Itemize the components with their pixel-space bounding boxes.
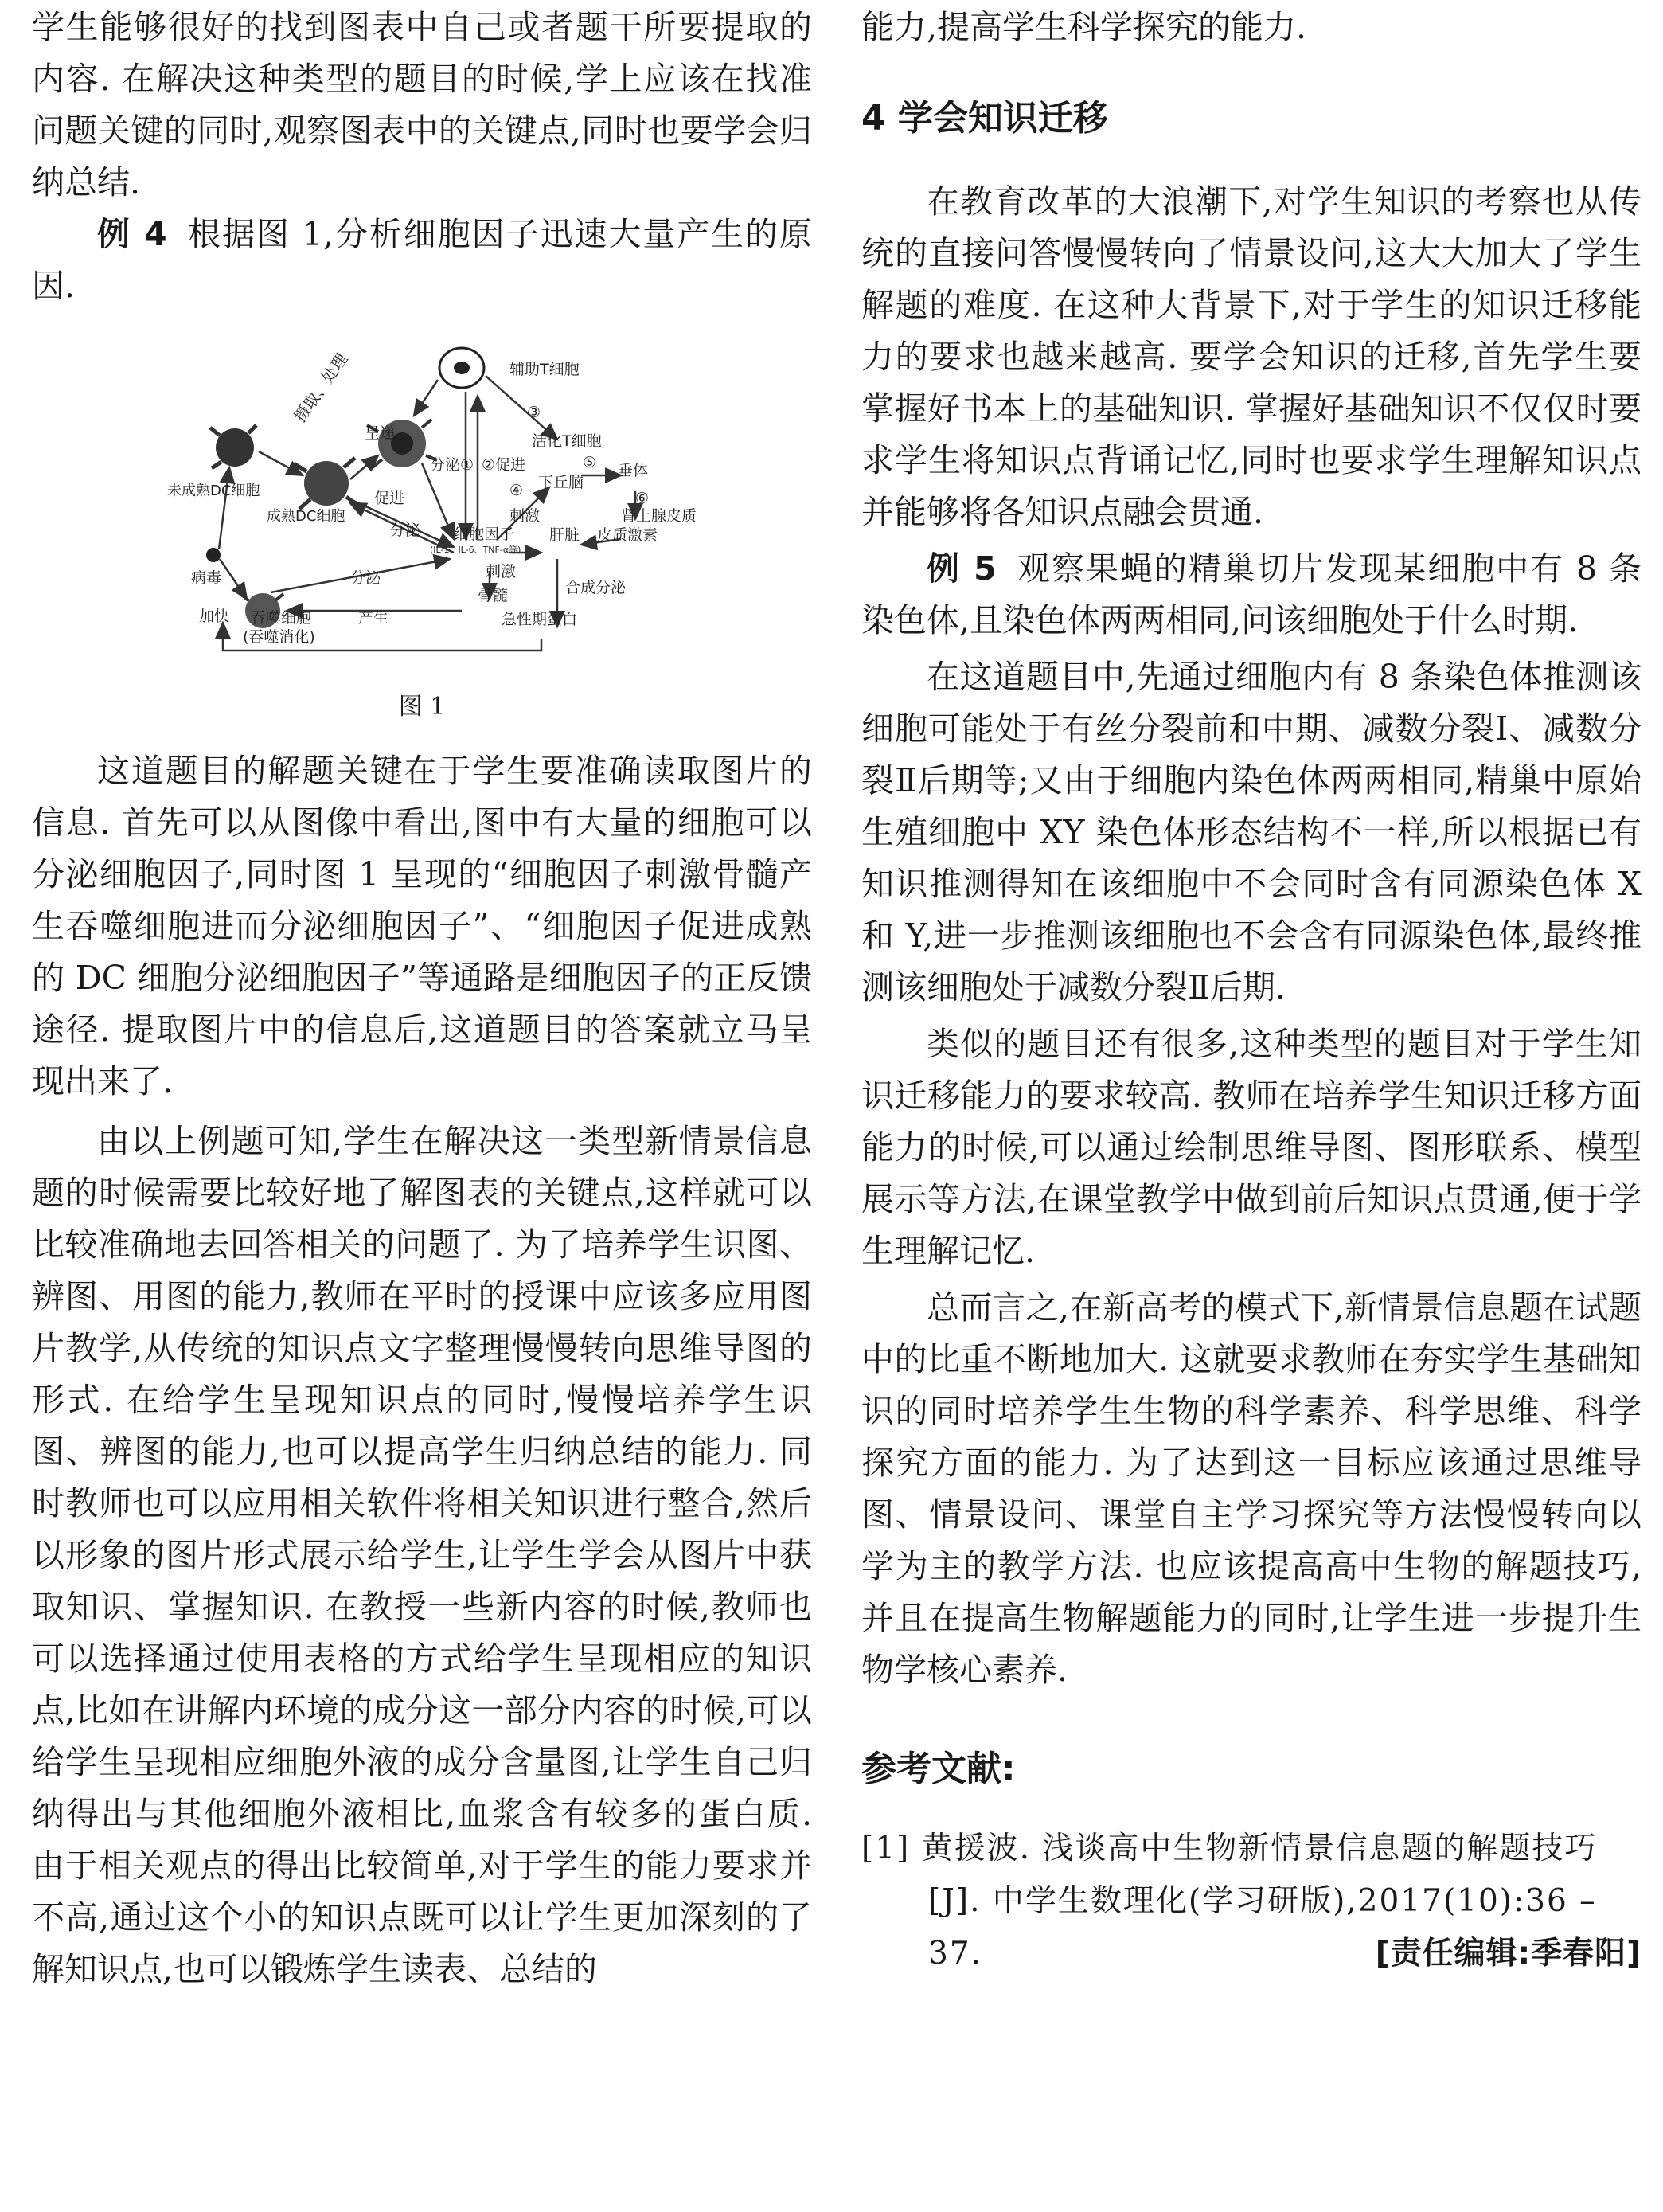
intro-paragraph: 学生能够很好的找到图表中自己或者题干所要提取的内容. 在解决这种类型的题目的时候,学上应该在找准问题关键的同时,观察图表中的关键点,同时也要学会归纳总结. — [32, 8, 812, 201]
label-immature-dc: 未成熟DC细胞 — [167, 483, 260, 499]
section-paragraph-3: 类似的题目还有很多,这种类型的题目对于学生知识迁移能力的要求较高. 教师在培养学生知识迁移方面能力的时候,可以通过绘制思维导图、图形联系、模型展示等方法,在课堂教学中做到前后知识点贯通,便于学生理解记忆. — [861, 1025, 1642, 1270]
analysis-paragraph: 这道题目的解题关键在于学生要准确读取图片的信息. 首先可以从图像中看出,图中有大量的细胞可以分泌细胞因子,同时图 1 呈现的“细胞因子刺激骨髓产生吞噬细胞进而分泌细胞因子”、“细胞因子促进成熟的 DC 细胞分泌细胞因子”等通路是细胞因子的正反馈途径. 提取图片中的信息后,这道题目的答案就立马呈现出来了. — [32, 752, 812, 1100]
label-secrete-2: 分泌 — [390, 522, 421, 539]
label-cytokine-types: (IL-1、IL-6、TNF-α等) — [430, 545, 521, 555]
section-heading: 4 学会知识迁移 — [861, 98, 1108, 139]
label-stimulate-2: 刺激 — [486, 563, 517, 580]
label-secrete-1: 分泌① — [430, 456, 474, 474]
example-5-label: 例 5 — [927, 549, 997, 588]
label-stimulate-1: 刺激 — [509, 507, 541, 525]
label-liver: 肝脏 — [549, 526, 580, 544]
virus-icon — [206, 548, 221, 562]
label-bone-marrow: 骨髓 — [478, 587, 509, 604]
cytokine-pathway-diagram — [32, 344, 812, 670]
label-present: 呈递 — [365, 424, 396, 442]
example-4-text: 根据图 1,分析细胞因子迅速大量产生的原因. — [32, 215, 812, 305]
label-secrete-3: 分泌 — [350, 569, 381, 587]
label-adrenal: 肾上腺皮质 — [621, 507, 697, 525]
label-synth-secrete: 合成分泌 — [565, 579, 627, 596]
label-num-3: ③ — [527, 404, 541, 421]
label-promote-2: ②促进 — [482, 456, 526, 474]
summary-paragraph: 由以上例题可知,学生在解决这一类型新情景信息题的时候需要比较好地了解图表的关键点,这样就可以比较准确地去回答相关的问题了. 为了培养学生识图、辨图、用图的能力,教师在平时的授课中应该多应用图片教学,从传统的知识点文字整理慢慢转向思维导图的形式. 在给学生呈现知识点的同时,慢慢培养学生识图、辨图的能力,也可以提高学生归纳总结的能力. 同时教师也可以应用相关软件将相关知识进行整合,然后以形象的图片形式展示给学生,让学生学会从图片中获取知识、掌握知识. 在教授一些新内容的时候,教师也可以选择通过使用表格的方式给学生呈现相应的知识点,比如在讲解内环境的成分这一部分内容的时候,可以给学生呈现相应细胞外液的成分含量图,让学生自己归纳得出与其他细胞外液相比,血浆含有较多的蛋白质. 由于相关观点的得出比较简单,对于学生的能力要求并不高,通过这个小的知识点既可以让学生更加深刻的了解知识点,也可以锻炼学生读表、总结的 — [32, 1122, 812, 1988]
label-num-6: ⑥ — [635, 490, 650, 507]
example-4-label: 例 4 — [97, 215, 167, 253]
label-phagocyte: 吞噬细胞 — [251, 609, 312, 627]
label-cytokine: 细胞因子 — [454, 526, 515, 543]
editor-note: [责任编辑:季春阳] — [1375, 1936, 1642, 1972]
example-5 — [861, 543, 1642, 647]
example-4 — [32, 209, 812, 312]
label-helper-t: 辅助T细胞 — [509, 361, 580, 378]
label-speed-up: 加快 — [199, 608, 230, 625]
mature-dc-cell-icon — [294, 458, 357, 509]
continued-paragraph: 能力,提高学生科学探究的能力. — [861, 8, 1307, 46]
label-uptake: 摄取、处理 — [290, 350, 352, 426]
figure-caption: 图 1 — [398, 693, 446, 721]
label-num-5: ⑤ — [583, 454, 597, 471]
example-5-text: 观察果蝇的精巢切片发现某细胞中有 8 条染色体,且染色体两两相同,问该细胞处于什么时期. — [861, 549, 1642, 639]
helper-t-cell-icon — [439, 348, 484, 388]
label-acute-protein: 急性期蛋白 — [502, 611, 578, 628]
section-paragraph-2: 在这道题目中,先通过细胞内有 8 条染色体推测该细胞可能处于有丝分裂前和中期、减数分裂Ⅰ、减数分裂Ⅱ后期等;又由于细胞内染色体两两相同,精巢中原始生殖细胞中 XY 染色体形态结构不一样,所以根据已有知识推测得知在该细胞中不会同时含有同源染色体 X 和 Y,进一步推测该细胞也不会含有同源染色体,最终推测该细胞处于减数分裂Ⅱ后期. — [861, 658, 1642, 1006]
left-column — [32, 0, 812, 1995]
reference-1 — [861, 1823, 1642, 1980]
immature-dc-cell-icon — [210, 425, 256, 468]
section-paragraph-1: 在教育改革的大浪潮下,对学生知识的考察也从传统的直接问答慢慢转向了情景设问,这大大加大了学生解题的难度. 在这种大背景下,对于学生的知识迁移能力的要求也越来越高. 要学会知识的迁移,首先学生要掌握好书本上的基础知识. 掌握好基础知识不仅仅时要求学生将知识点背诵记忆,同时也要求学生理解知识点并能够将各知识点融会贯通. — [861, 182, 1642, 531]
label-virus: 病毒 — [191, 569, 222, 587]
label-num-4: ④ — [509, 482, 524, 499]
right-column — [861, 0, 1642, 1980]
label-produce: 产生 — [358, 609, 389, 627]
label-promote: 促进 — [374, 490, 405, 507]
label-activated-t: 活化T细胞 — [532, 432, 602, 450]
label-mature-dc: 成熟DC细胞 — [267, 508, 345, 525]
references-title: 参考文献: — [861, 1749, 1016, 1789]
figure-1 — [32, 344, 812, 670]
reference-1-text: [1] 黄援波. 浅谈高中生物新情景信息题的解题技巧[J]. 中学生数理化(学习研版),2017(10):36 – 37. — [861, 1831, 1598, 1972]
label-pituitary: 垂体 — [618, 462, 649, 479]
section-paragraph-4: 总而言之,在新高考的模式下,新情景信息题在试题中的比重不断地加大. 这就要求教师在夯实学生基础知识的同时培养学生生物的科学素养、科学思维、科学探究方面的能力. 为了达到这一目标应该通过思维导图、情景设问、课堂自主学习探究等方法慢慢转向以学为主的教学方法. 也应该提高高中生物的解题技巧,并且在提高生物解题能力的同时,让学生进一步提升生物学核心素养. — [861, 1288, 1642, 1689]
label-cortical-hormone: 皮质激素 — [597, 526, 658, 544]
label-phagocyte-sub: (吞噬消化) — [243, 628, 315, 646]
label-hypothalamus: 下丘脑 — [538, 474, 584, 491]
